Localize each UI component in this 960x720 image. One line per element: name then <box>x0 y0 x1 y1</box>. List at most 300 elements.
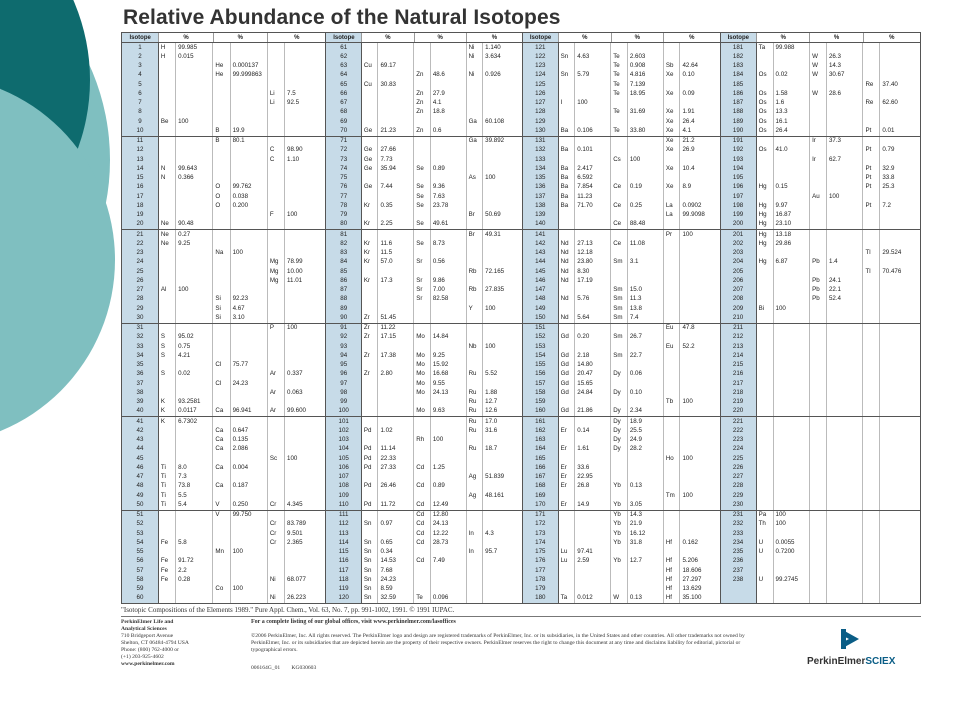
element-symbol: Pt <box>863 126 880 135</box>
abundance-value <box>575 62 611 71</box>
isotope-number: 204 <box>721 258 757 267</box>
element-symbol: Zr <box>362 370 379 379</box>
element-symbol: Cd <box>414 538 431 547</box>
abundance-value <box>827 183 864 192</box>
abundance-value <box>575 137 611 146</box>
abundance-value <box>483 566 522 575</box>
element-symbol: Gd <box>559 333 576 342</box>
element-symbol: Hg <box>757 183 774 192</box>
element-symbol <box>268 137 285 146</box>
isotope-header: Isotope <box>326 33 362 42</box>
element-symbol: Ba <box>559 192 576 201</box>
abundance-value <box>628 137 664 146</box>
abundance-value: 0.56 <box>431 258 467 267</box>
element-symbol <box>664 548 681 557</box>
abundance-value <box>483 80 522 89</box>
abundance-value: 12.7 <box>628 557 664 566</box>
element-symbol <box>611 174 628 183</box>
element-symbol: Xe <box>664 126 681 135</box>
element-symbol <box>467 361 484 370</box>
abundance-value: 11.22 <box>378 324 414 333</box>
element-symbol: Sm <box>611 333 628 342</box>
table-row <box>721 324 921 333</box>
abundance-value <box>827 164 864 173</box>
abundance-value: 100 <box>431 436 467 445</box>
element-symbol <box>159 520 176 529</box>
abundance-value <box>774 417 811 426</box>
abundance-value <box>774 426 811 435</box>
abundance-value <box>176 585 213 594</box>
element-symbol: Gd <box>559 361 576 370</box>
abundance-value <box>827 585 864 594</box>
abundance-value <box>231 538 268 547</box>
element-symbol <box>362 286 379 295</box>
isotope-number: 237 <box>721 566 757 575</box>
percent-header: % <box>689 34 695 41</box>
element-symbol <box>414 426 431 435</box>
abundance-value <box>680 407 719 416</box>
table-row <box>523 529 720 538</box>
element-symbol <box>863 482 880 491</box>
percent-header: % <box>214 33 268 42</box>
element-symbol: Nd <box>559 239 576 248</box>
abundance-value: 14.3 <box>628 511 664 520</box>
element-symbol: V <box>213 511 230 520</box>
company-name: PerkinElmer Life and <box>121 619 174 625</box>
isotope-number: 211 <box>721 324 757 333</box>
abundance-value: 0.28 <box>176 575 213 584</box>
element-symbol: In <box>467 548 484 557</box>
element-symbol <box>213 342 230 351</box>
abundance-value: 2.25 <box>378 220 414 229</box>
table-row <box>326 62 522 71</box>
element-symbol: Zn <box>414 108 431 117</box>
element-symbol <box>863 333 880 342</box>
element-symbol <box>611 146 628 155</box>
abundance-value: 24.84 <box>575 388 611 397</box>
abundance-value <box>231 286 268 295</box>
footer-text <box>251 619 751 672</box>
element-symbol <box>810 333 827 342</box>
abundance-value: 96.941 <box>231 407 268 416</box>
isotope-number: 149 <box>523 304 559 313</box>
abundance-value <box>774 324 811 333</box>
abundance-value <box>880 379 920 388</box>
element-symbol <box>159 183 176 192</box>
abundance-value <box>680 445 719 454</box>
abundance-value <box>231 99 268 108</box>
element-symbol <box>810 126 827 135</box>
abundance-value <box>378 388 414 397</box>
isotope-number: 60 <box>122 594 159 603</box>
isotope-number: 105 <box>326 454 361 463</box>
abundance-value <box>231 211 268 220</box>
table-row <box>721 557 921 566</box>
table-row <box>326 491 522 500</box>
element-symbol <box>467 324 484 333</box>
element-symbol: C <box>268 146 285 155</box>
abundance-value <box>431 62 467 71</box>
table-row <box>326 473 522 482</box>
element-symbol <box>268 313 285 322</box>
element-symbol <box>757 52 774 61</box>
abundance-value <box>176 126 213 135</box>
isotope-number: 53 <box>122 529 159 538</box>
abundance-value <box>880 594 920 603</box>
abundance-value <box>880 220 920 229</box>
element-symbol: Ne <box>159 230 176 239</box>
element-symbol <box>810 520 827 529</box>
abundance-value: 17.0 <box>485 417 498 425</box>
abundance-value <box>176 548 213 557</box>
element-symbol <box>268 80 285 89</box>
element-symbol: Hg <box>757 220 774 229</box>
abundance-value <box>483 361 522 370</box>
abundance-value <box>231 333 268 342</box>
element-symbol <box>414 575 431 584</box>
abundance-value: 72.165 <box>485 267 505 275</box>
table-row <box>326 211 522 220</box>
abundance-value <box>483 482 522 491</box>
isotope-number: 155 <box>523 361 559 370</box>
abundance-value <box>880 52 920 61</box>
abundance-value: 7.00 <box>431 286 467 295</box>
table-row <box>122 258 325 267</box>
isotope-number: 233 <box>721 529 757 538</box>
abundance-value: 26.46 <box>378 482 414 491</box>
element-symbol <box>159 192 176 201</box>
isotope-number: 198 <box>721 201 757 210</box>
table-row <box>326 192 522 201</box>
element-symbol: Gd <box>559 379 576 388</box>
abundance-value <box>827 557 864 566</box>
element-symbol <box>611 361 628 370</box>
table-row <box>721 286 921 295</box>
abundance-value: 12.6 <box>485 407 498 415</box>
phone-2: (+1) 203-925-4602 <box>121 653 164 660</box>
element-symbol: Cl <box>213 379 230 388</box>
element-symbol: Ir <box>810 137 827 146</box>
element-symbol: Nd <box>559 267 576 276</box>
abundance-value <box>680 80 719 89</box>
abundance-value <box>827 379 864 388</box>
element-symbol <box>159 379 176 388</box>
element-symbol <box>268 557 285 566</box>
element-symbol: Ru <box>467 445 484 454</box>
element-symbol: Zn <box>414 89 431 98</box>
isotope-number: 157 <box>523 379 559 388</box>
element-symbol: Gd <box>559 351 576 360</box>
isotope-number: 82 <box>326 239 361 248</box>
table-row <box>523 43 720 52</box>
element-symbol: Ru <box>467 398 484 407</box>
table-row <box>523 71 720 80</box>
abundance-value <box>680 304 719 313</box>
isotope-number: 55 <box>122 548 159 557</box>
element-symbol: Cd <box>414 500 431 509</box>
element-symbol <box>467 183 484 192</box>
element-symbol <box>268 174 285 183</box>
element-symbol <box>213 398 230 407</box>
table-row <box>721 43 921 52</box>
isotope-number: 70 <box>326 126 361 135</box>
abundance-value <box>774 585 811 594</box>
element-symbol: Ta <box>757 43 774 52</box>
abundance-value <box>431 417 467 426</box>
abundance-value <box>431 548 467 557</box>
abundance-value <box>880 62 920 71</box>
element-symbol: U <box>757 538 774 547</box>
abundance-value: 100 <box>682 454 693 462</box>
element-symbol <box>159 361 176 370</box>
table-row <box>326 370 522 379</box>
element-symbol <box>559 304 576 313</box>
element-symbol: Zr <box>362 351 379 360</box>
abundance-value <box>774 473 811 482</box>
isotope-number: 30 <box>122 313 159 322</box>
abundance-value <box>483 324 522 333</box>
isotope-number: 74 <box>326 164 361 173</box>
table-row <box>326 445 522 454</box>
isotope-number: 153 <box>523 342 559 351</box>
table-row <box>326 267 522 276</box>
abundance-value <box>285 71 325 80</box>
abundance-value: 48.6 <box>431 71 467 80</box>
element-symbol <box>664 99 681 108</box>
abundance-value: 0.908 <box>628 62 664 71</box>
element-symbol <box>467 192 484 201</box>
table-row <box>122 43 325 52</box>
element-symbol <box>559 89 576 98</box>
element-symbol <box>213 473 230 482</box>
abundance-value <box>176 155 213 164</box>
element-symbol <box>268 361 285 370</box>
abundance-value <box>483 276 522 285</box>
element-symbol: Yb <box>611 482 628 491</box>
abundance-value <box>680 511 719 520</box>
element-symbol: Er <box>559 426 576 435</box>
abundance-value <box>483 258 522 267</box>
table-row <box>122 286 325 295</box>
abundance-value <box>827 491 864 500</box>
abundance-value <box>285 80 325 89</box>
abundance-value: 41.0 <box>774 146 811 155</box>
element-symbol: Ba <box>559 164 576 173</box>
element-symbol <box>559 137 576 146</box>
element-symbol: Pr <box>664 230 681 239</box>
element-symbol: Ti <box>159 500 176 509</box>
table-row <box>122 108 325 117</box>
abundance-value <box>774 249 811 258</box>
isotope-number: 173 <box>523 529 559 538</box>
element-symbol <box>213 324 230 333</box>
abundance-value <box>880 230 920 239</box>
abundance-value: 78.99 <box>287 258 303 266</box>
abundance-value: 16.12 <box>628 529 664 538</box>
isotope-number: 116 <box>326 557 361 566</box>
abundance-value <box>680 258 719 267</box>
element-symbol <box>863 351 880 360</box>
element-symbol <box>863 304 880 313</box>
element-symbol <box>159 201 176 210</box>
abundance-value: 0.162 <box>682 538 698 546</box>
abundance-value <box>774 407 811 416</box>
table-row <box>523 426 720 435</box>
element-symbol <box>810 220 827 229</box>
percent-header: % <box>159 33 213 42</box>
abundance-value <box>827 566 864 575</box>
element-symbol <box>810 454 827 463</box>
abundance-value <box>827 426 864 435</box>
table-row <box>523 62 720 71</box>
row-block <box>721 511 921 604</box>
element-symbol: Ni <box>268 575 285 584</box>
percent-header: % <box>362 33 414 42</box>
isotope-number: 38 <box>122 388 159 397</box>
isotope-number: 158 <box>523 388 559 397</box>
element-symbol <box>757 454 774 463</box>
element-symbol <box>611 249 628 258</box>
element-symbol <box>559 585 576 594</box>
table-row <box>523 117 720 126</box>
element-symbol <box>268 548 285 557</box>
abundance-value <box>774 80 811 89</box>
isotope-number: 76 <box>326 183 361 192</box>
abundance-value <box>176 445 213 454</box>
element-symbol <box>467 575 484 584</box>
table-row <box>326 80 522 89</box>
element-symbol <box>757 324 774 333</box>
abundance-value <box>483 201 522 210</box>
abundance-value: 0.0902 <box>682 201 702 209</box>
abundance-value: 29.524 <box>882 249 902 257</box>
abundance-value: 2.086 <box>231 445 268 454</box>
abundance-value: 100 <box>231 249 268 258</box>
element-symbol <box>611 398 628 407</box>
row-block <box>326 324 522 418</box>
element-symbol <box>362 137 379 146</box>
table-row <box>523 566 720 575</box>
element-symbol <box>159 585 176 594</box>
isotope-table <box>121 32 921 604</box>
table-row <box>326 201 522 210</box>
element-symbol <box>810 249 827 258</box>
element-symbol <box>467 99 484 108</box>
element-symbol <box>863 454 880 463</box>
isotope-number: 166 <box>523 463 559 472</box>
abundance-value <box>827 333 864 342</box>
element-symbol <box>559 436 576 445</box>
abundance-value: 28.2 <box>628 445 664 454</box>
abundance-value <box>483 62 522 71</box>
isotope-number: 213 <box>721 342 757 351</box>
abundance-value <box>176 324 213 333</box>
element-symbol <box>757 295 774 304</box>
element-symbol <box>810 99 827 108</box>
element-symbol <box>467 436 484 445</box>
abundance-value <box>176 388 213 397</box>
isotope-number: 182 <box>721 52 757 61</box>
abundance-value <box>378 361 414 370</box>
element-symbol <box>414 249 431 258</box>
abundance-value: 99.643 <box>176 164 213 173</box>
abundance-value: 31.6 <box>485 426 498 434</box>
element-symbol <box>213 538 230 547</box>
element-symbol: Ag <box>467 473 484 482</box>
element-symbol <box>362 99 379 108</box>
isotope-number: 138 <box>523 201 559 210</box>
abundance-value: 7.73 <box>378 155 414 164</box>
element-symbol <box>362 304 379 313</box>
abundance-value <box>285 417 325 426</box>
isotope-number: 227 <box>721 473 757 482</box>
row-block <box>523 324 720 418</box>
table-row <box>721 211 921 220</box>
table-row <box>721 529 921 538</box>
element-symbol: Os <box>757 117 774 126</box>
abundance-value <box>680 417 719 426</box>
abundance-value <box>285 557 325 566</box>
copyright-notice: ©2006 PerkinElmer, Inc. All rights reserved. The PerkinElmer logo and design are registered trademarks of PerkinElmer, Inc. or its subsidiaries, in the United States and other countries. All other trademarks not owned by PerkinElmer, Inc. or its subsidiaries that are depicted herein are the property of their respective owners. PerkinElmer reserves the right to change this document at any time and disclaims liability for editorial, pictorial or typographical errors. <box>251 632 745 654</box>
abundance-value: 9.86 <box>431 276 467 285</box>
isotope-number: 108 <box>326 482 361 491</box>
element-symbol <box>757 137 774 146</box>
element-symbol <box>467 463 484 472</box>
table-row <box>523 417 720 426</box>
abundance-value <box>827 304 864 313</box>
table-row <box>326 89 522 98</box>
element-symbol <box>863 155 880 164</box>
isotope-number: 219 <box>721 398 757 407</box>
element-symbol <box>863 239 880 248</box>
percent-header: % <box>294 34 300 41</box>
row-block <box>721 324 921 418</box>
abundance-value <box>378 137 414 146</box>
isotope-number: 228 <box>721 482 757 491</box>
table-row <box>523 491 720 500</box>
isotope-number: 93 <box>326 342 361 351</box>
abundance-value <box>774 445 811 454</box>
abundance-value: 9.501 <box>287 529 303 537</box>
abundance-value <box>774 313 811 322</box>
abundance-value <box>431 324 467 333</box>
element-symbol: Hg <box>757 239 774 248</box>
isotope-number: 106 <box>326 463 361 472</box>
abundance-value: 13.3 <box>774 108 811 117</box>
element-symbol <box>863 370 880 379</box>
abundance-value <box>680 276 719 285</box>
isotope-number: 184 <box>721 71 757 80</box>
element-symbol <box>159 146 176 155</box>
isotope-number: 214 <box>721 351 757 360</box>
abundance-value: 83.789 <box>287 520 306 528</box>
abundance-value <box>774 436 811 445</box>
abundance-value: 2.80 <box>378 370 414 379</box>
element-symbol <box>467 62 484 71</box>
element-symbol: Fe <box>159 538 176 547</box>
abundance-value: 26.8 <box>575 482 611 491</box>
abundance-value: 8.0 <box>176 463 213 472</box>
isotope-number: 143 <box>523 249 559 258</box>
element-symbol <box>467 557 484 566</box>
abundance-value: 2.365 <box>287 538 303 546</box>
element-symbol: Yb <box>611 500 628 509</box>
table-row <box>326 52 522 61</box>
abundance-value <box>880 43 920 52</box>
element-symbol: Dy <box>611 436 628 445</box>
isotope-number: 51 <box>122 511 159 520</box>
abundance-value: 0.06 <box>628 370 664 379</box>
